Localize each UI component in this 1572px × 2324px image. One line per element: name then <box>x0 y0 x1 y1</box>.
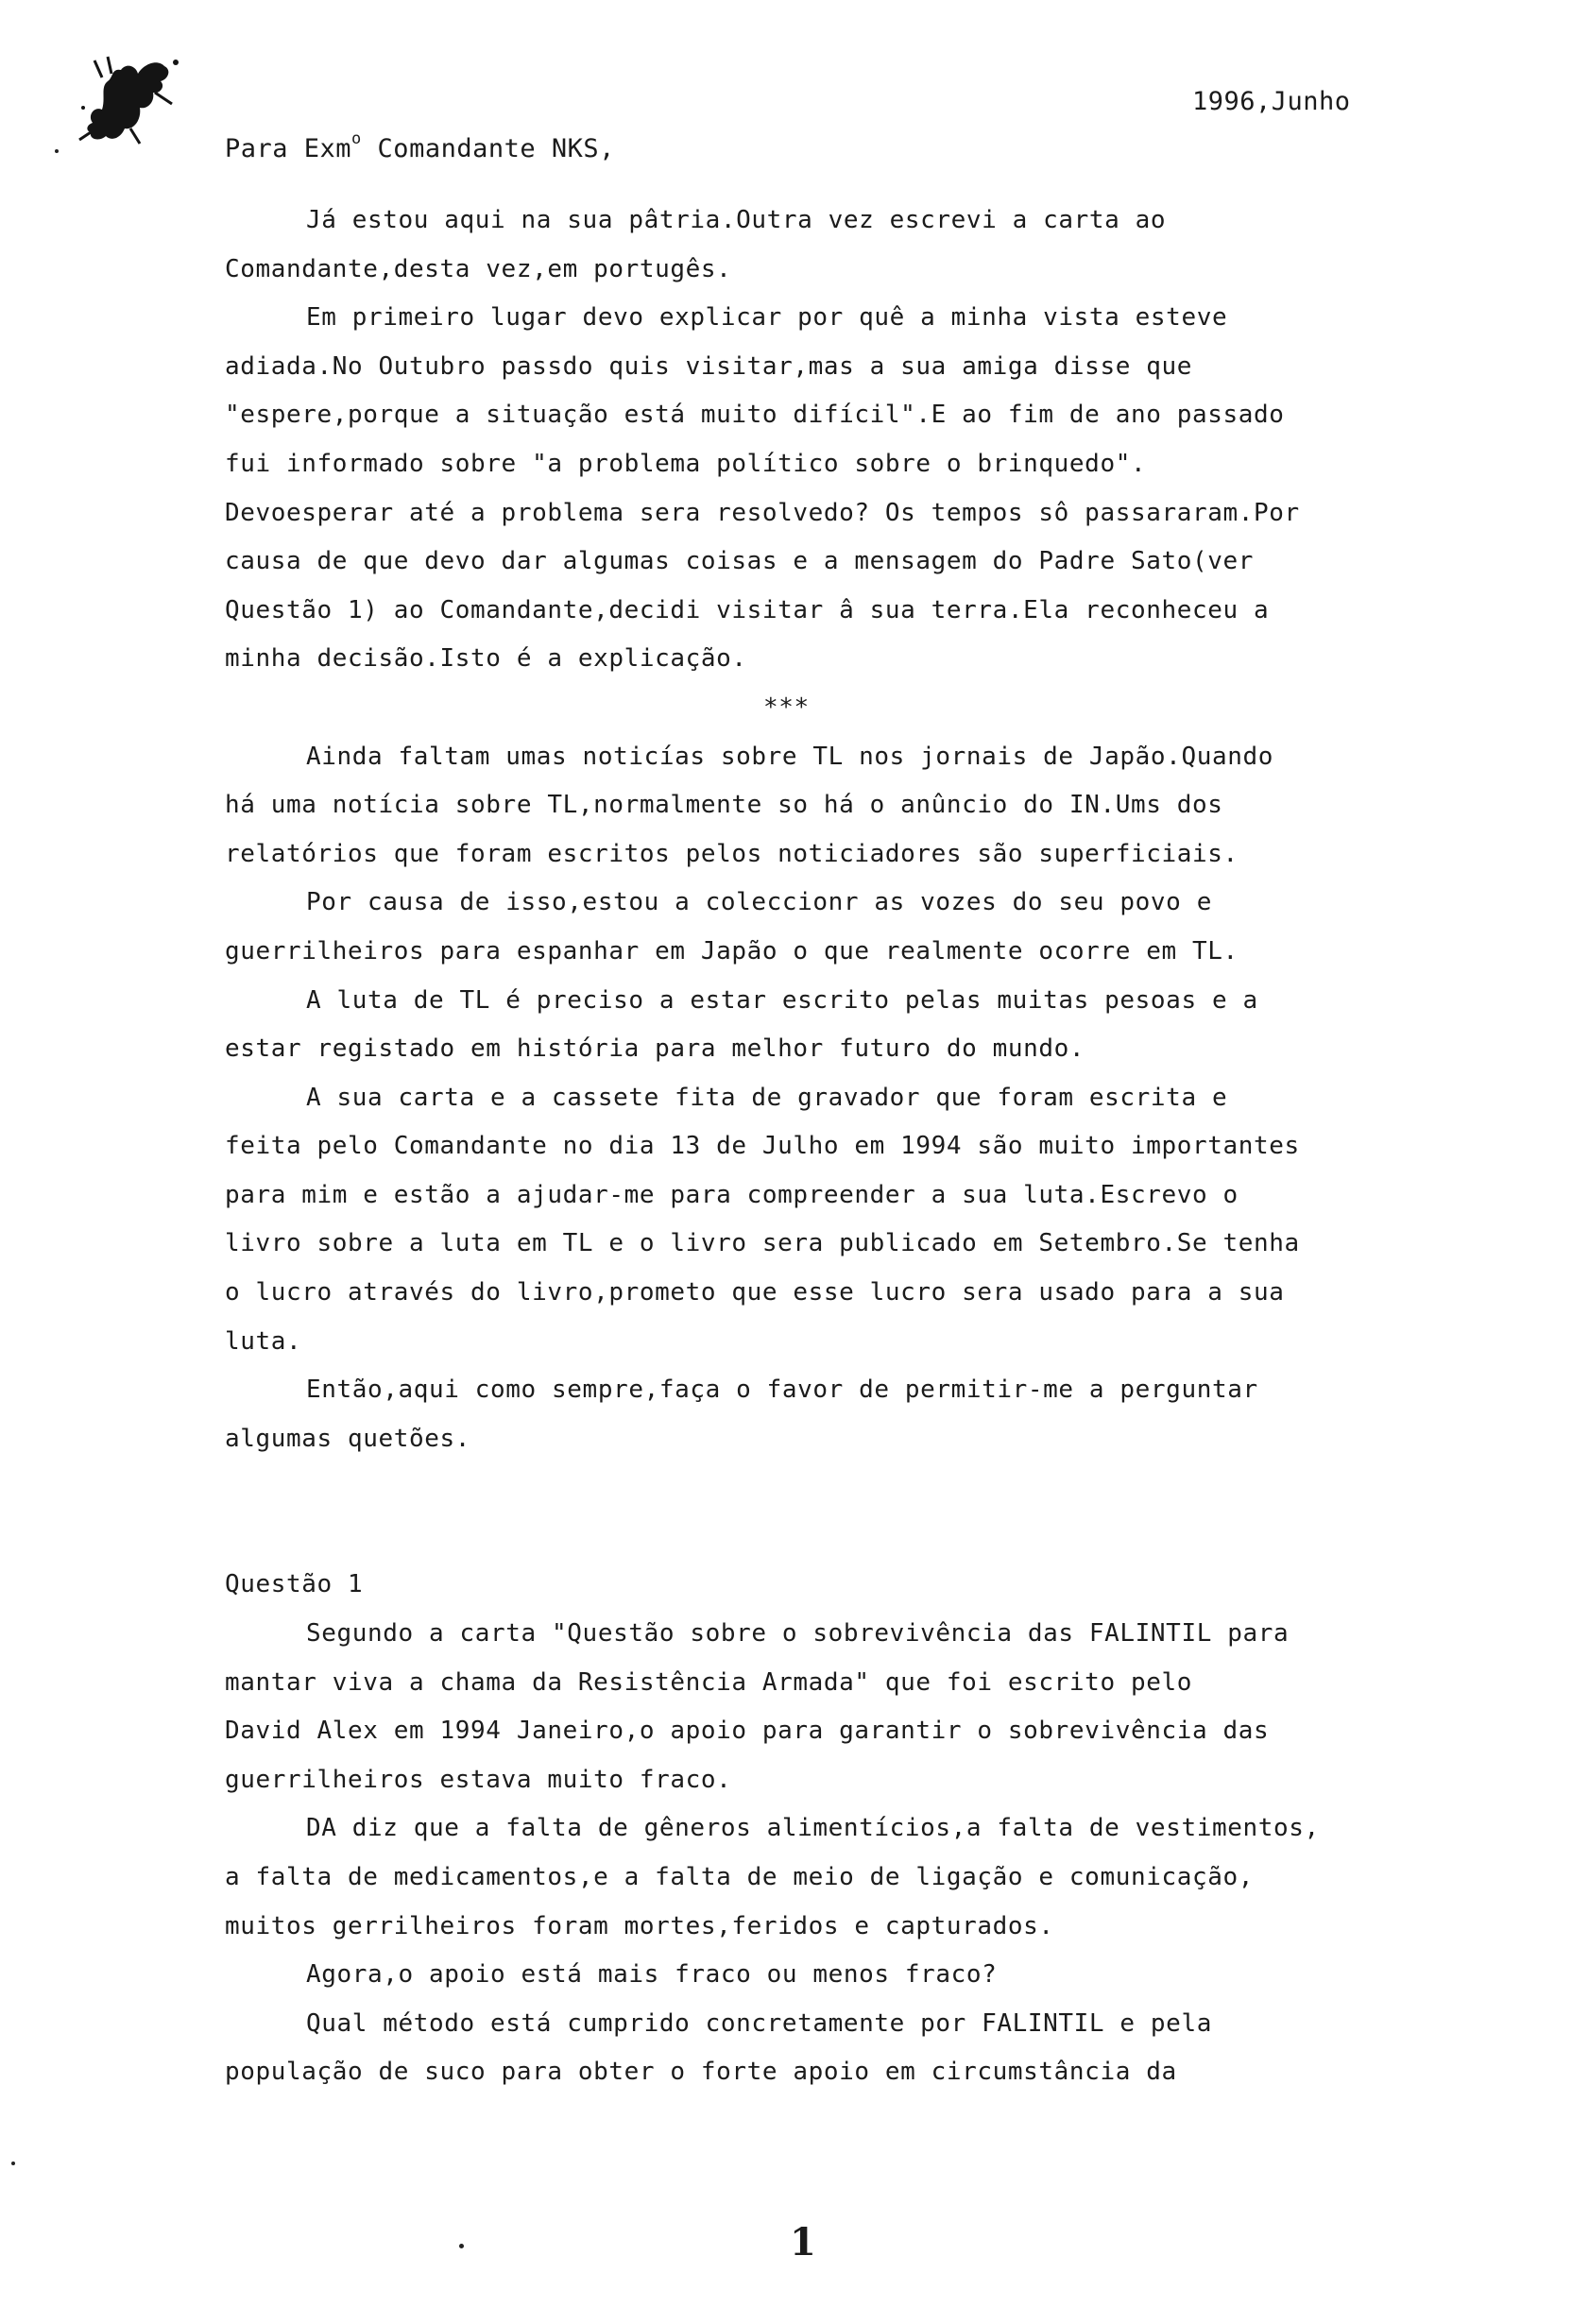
scan-speck <box>459 2244 464 2248</box>
body-line: Já estou aqui na sua pâtria.Outra vez escrevi a carta ao <box>306 206 1167 234</box>
body-line: muitos gerrilheiros foram mortes,feridos e capturados. <box>225 1911 1054 1940</box>
ink-figure-logo <box>74 49 185 155</box>
body-line: Por causa de isso,estou a coleccionr as vozes do seu povo e <box>306 888 1212 917</box>
section-separator: *** <box>763 692 810 722</box>
body-line: adiada.No Outubro passdo quis visitar,mas a sua amiga disse que <box>225 351 1192 381</box>
body-line: fui informado sobre "a problema político sobre o brinquedo". <box>225 449 1147 478</box>
body-line: há uma notícia sobre TL,normalmente so há o anûncio do IN.Ums dos <box>225 791 1223 820</box>
body-line: relatórios que foram escritos pelos noticiadores são superficiais. <box>225 839 1239 868</box>
salutation-prefix: Para Exm <box>225 134 352 163</box>
body-line: DA diz que a falta de gêneros alimentícios,a falta de vestimentos, <box>306 1814 1320 1843</box>
body-line: Então,aqui como sempre,faça o favor de permitir-me a perguntar <box>306 1376 1258 1405</box>
body-line: Qual método está cumprido concretamente por FALINTIL e pela <box>306 2008 1212 2038</box>
paragraph-gap <box>225 1463 1453 1561</box>
body-line: algumas quetões. <box>225 1424 471 1453</box>
body-line: Devoesperar até a problema sera resolvedo? Os tempos sô passararam.Por <box>225 498 1300 527</box>
question-title: Questão 1 <box>225 1570 364 1599</box>
salutation-superscript: o <box>351 129 362 148</box>
body-line: A sua carta e a cassete fita de gravador que foram escrita e <box>306 1083 1228 1112</box>
body-line: mantar viva a chama da Resistência Armada" que foi escrito pelo <box>225 1667 1192 1697</box>
body-line: feita pelo Comandante no dia 13 de Julho em 1994 são muito importantes <box>225 1132 1300 1161</box>
letter-body <box>225 197 1453 2097</box>
salutation-suffix: Comandante NKS, <box>361 134 615 163</box>
body-line: população de suco para obter o forte apoio em circumstância da <box>225 2058 1177 2087</box>
body-line: Questão 1) ao Comandante,decidi visitar â sua terra.Ela reconheceu a <box>225 595 1270 624</box>
page-number: 1 <box>790 2220 816 2264</box>
body-line: Em primeiro lugar devo explicar por quê a minha vista esteve <box>306 303 1228 333</box>
body-line: guerrilheiros para espanhar em Japão o que realmente ocorre em TL. <box>225 936 1239 965</box>
scan-speck <box>55 149 59 153</box>
body-line: A luta de TL é preciso a estar escrito pelas muitas pesoas e a <box>306 985 1258 1015</box>
body-line: estar registado em história para melhor futuro do mundo. <box>225 1034 1085 1064</box>
body-line: "espere,porque a situação está muito difícil".E ao fim de ano passado <box>225 401 1285 430</box>
body-line: livro sobre a luta em TL e o livro sera publicado em Setembro.Se tenha <box>225 1229 1300 1258</box>
body-line: Ainda faltam umas noticías sobre TL nos jornais de Japão.Quando <box>306 742 1273 771</box>
scan-speck <box>11 2162 15 2165</box>
body-line: Comandante,desta vez,em portugês. <box>225 254 732 283</box>
salutation <box>225 129 615 163</box>
body-line: Agora,o apoio está mais fraco ou menos fraco? <box>306 1960 998 1990</box>
body-line: para mim e estão a ajudar-me para compreender a sua luta.Escrevo o <box>225 1180 1239 1209</box>
body-line: a falta de medicamentos,e a falta de meio de ligação e comunicação, <box>225 1863 1254 1891</box>
body-line: David Alex em 1994 Janeiro,o apoio para garantir o sobrevivência das <box>225 1717 1270 1746</box>
body-line: causa de que devo dar algumas coisas e a mensagem do Padre Sato(ver <box>225 547 1254 576</box>
body-line: o lucro através do livro,prometo que esse lucro sera usado para a sua <box>225 1278 1285 1307</box>
body-line: luta. <box>225 1326 302 1356</box>
letter-date: 1996,Junho <box>1192 87 1351 116</box>
body-line: guerrilheiros estava muito fraco. <box>225 1765 732 1794</box>
body-line: minha decisão.Isto é a explicação. <box>225 644 747 674</box>
body-line: Segundo a carta "Questão sobre o sobrevivência das FALINTIL para <box>306 1619 1290 1649</box>
